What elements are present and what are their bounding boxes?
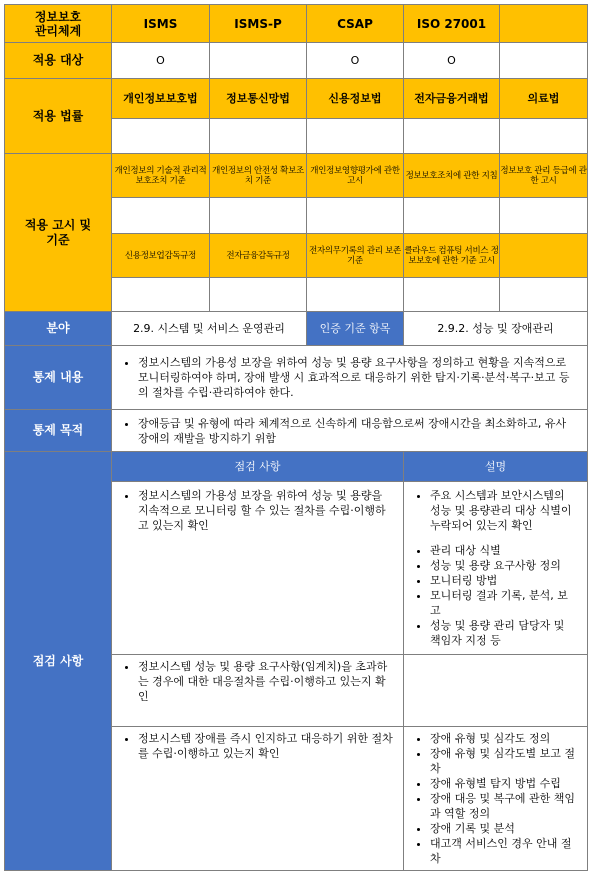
std-1-5: 정보보호 관리 등급에 관한 고시 — [500, 154, 588, 198]
system-label-line2: 관리체계 — [34, 23, 82, 38]
check-desc-3-cell — [404, 727, 588, 871]
std-2-1: 신용정보업감독규정 — [112, 234, 210, 278]
target-isms: O — [112, 43, 210, 79]
item-label: 인증 기준 항목 — [307, 312, 404, 346]
std-2-3: 전자의무기록의 관리 보존 기준 — [307, 234, 404, 278]
check-desc-1-top: • 주요 시스템과 보안시스템의 성능 및 용량관리 대상 식별이 누락되어 있는지 확인 — [430, 488, 577, 533]
check-desc-1-4: • 모니터링 결과 기록, 분석, 보고 — [430, 588, 577, 618]
system-label — [5, 5, 112, 43]
std-blank-9 — [404, 278, 500, 312]
check-desc-1-cell — [404, 482, 588, 655]
check-label: 점검 사항 — [5, 452, 112, 871]
check-desc-3-2: • 장애 유형 및 심각도별 보고 절차 — [430, 746, 577, 776]
law-network: 정보통신망법 — [210, 79, 307, 119]
system-label-line1: 정보보호 — [34, 9, 82, 24]
target-isms-p — [210, 43, 307, 79]
standards-label-line2: 기준 — [46, 232, 70, 247]
law-blank-1 — [112, 119, 210, 154]
law-efinance: 전자금융거래법 — [404, 79, 500, 119]
purpose-text: • 장애등급 및 유형에 따라 체계적으로 신속하게 대응함으로써 장애시간을 최소화하고, 유사 장애의 재발을 방지하기 위함 — [138, 416, 577, 446]
std-blank-1 — [112, 198, 210, 234]
check-item-3-cell — [112, 727, 404, 871]
standards-label — [5, 154, 112, 312]
law-credit: 신용정보법 — [307, 79, 404, 119]
check-item-3: • 정보시스템 장애를 즉시 인지하고 대응하기 위한 절차를 수립·이행하고 있는지 확인 — [138, 731, 393, 761]
std-2-4: 클라우드 컴퓨팅 서비스 정보보호에 관한 기준 고시 — [404, 234, 500, 278]
purpose-text-cell — [112, 410, 588, 452]
control-text-cell — [112, 346, 588, 410]
target-csap: O — [307, 43, 404, 79]
purpose-label: 통제 목적 — [5, 410, 112, 452]
field-value: 2.9. 시스템 및 서비스 운영관리 — [112, 312, 307, 346]
control-label: 통제 내용 — [5, 346, 112, 410]
control-text: • 정보시스템의 가용성 보장을 위하여 성능 및 용량 요구사항을 정의하고 현황을 지속적으로 모니터링하여야 하며, 장애 발생 시 효과적으로 대응하기 위한 탐지·기록·분석·복구·보고 등의 절차를 수립·관리하여야 한다. — [138, 355, 577, 400]
std-1-4: 정보보호조치에 관한 지침 — [404, 154, 500, 198]
check-item-1: • 정보시스템의 가용성 보장을 위하여 성능 및 용량을 지속적으로 모니터링 할 수 있는 절차를 수립·이행하고 있는지 확인 — [138, 488, 393, 533]
check-desc-3-5: • 장애 기록 및 분석 — [430, 821, 577, 836]
law-medical: 의료법 — [500, 79, 588, 119]
col-empty — [500, 5, 588, 43]
check-item-2-cell — [112, 655, 404, 727]
spacer — [408, 533, 583, 543]
target-label: 적용 대상 — [5, 43, 112, 79]
law-privacy: 개인정보보호법 — [112, 79, 210, 119]
col-isms: ISMS — [112, 5, 210, 43]
std-blank-10 — [500, 278, 588, 312]
law-blank-2 — [210, 119, 307, 154]
std-blank-6 — [112, 278, 210, 312]
standards-label-line1: 적용 고시 및 — [24, 217, 92, 232]
check-desc-1-3: • 모니터링 방법 — [430, 573, 577, 588]
std-blank-3 — [307, 198, 404, 234]
std-1-1: 개인정보의 기술적 관리적 보호조치 기준 — [112, 154, 210, 198]
std-blank-4 — [404, 198, 500, 234]
col-csap: CSAP — [307, 5, 404, 43]
std-blank-7 — [210, 278, 307, 312]
check-desc-3-6: • 대고객 서비스인 경우 안내 절차 — [430, 836, 577, 866]
std-1-2: 개인정보의 안전성 확보조치 기준 — [210, 154, 307, 198]
isms-control-table — [4, 4, 588, 871]
target-empty — [500, 43, 588, 79]
std-2-2: 전자금융감독규정 — [210, 234, 307, 278]
field-label: 분야 — [5, 312, 112, 346]
check-desc-3-4: • 장애 대응 및 복구에 관한 책임과 역할 정의 — [430, 791, 577, 821]
col-iso27001: ISO 27001 — [404, 5, 500, 43]
std-2-5 — [500, 234, 588, 278]
std-blank-2 — [210, 198, 307, 234]
std-blank-8 — [307, 278, 404, 312]
check-col-desc: 설명 — [404, 452, 588, 482]
check-desc-1-2: • 성능 및 용량 요구사항 정의 — [430, 558, 577, 573]
check-desc-2-cell — [404, 655, 588, 727]
std-1-3: 개인정보영향평가에 관한 고시 — [307, 154, 404, 198]
law-blank-5 — [500, 119, 588, 154]
check-desc-3-1: • 장애 유형 및 심각도 정의 — [430, 731, 577, 746]
check-desc-1-1: • 관리 대상 식별 — [430, 543, 577, 558]
target-iso: O — [404, 43, 500, 79]
check-desc-1-5: • 성능 및 용량 관리 담당자 및 책임자 지정 등 — [430, 618, 577, 648]
law-label: 적용 법률 — [5, 79, 112, 154]
std-blank-5 — [500, 198, 588, 234]
check-desc-3-3: • 장애 유형별 탐지 방법 수립 — [430, 776, 577, 791]
law-blank-4 — [404, 119, 500, 154]
law-blank-3 — [307, 119, 404, 154]
check-col-items: 점검 사항 — [112, 452, 404, 482]
item-value: 2.9.2. 성능 및 장애관리 — [404, 312, 588, 346]
col-isms-p: ISMS-P — [210, 5, 307, 43]
check-item-1-cell — [112, 482, 404, 655]
check-item-2: • 정보시스템 성능 및 용량 요구사항(임계치)을 초과하는 경우에 대한 대응절차를 수립·이행하고 있는지 확인 — [138, 659, 393, 704]
